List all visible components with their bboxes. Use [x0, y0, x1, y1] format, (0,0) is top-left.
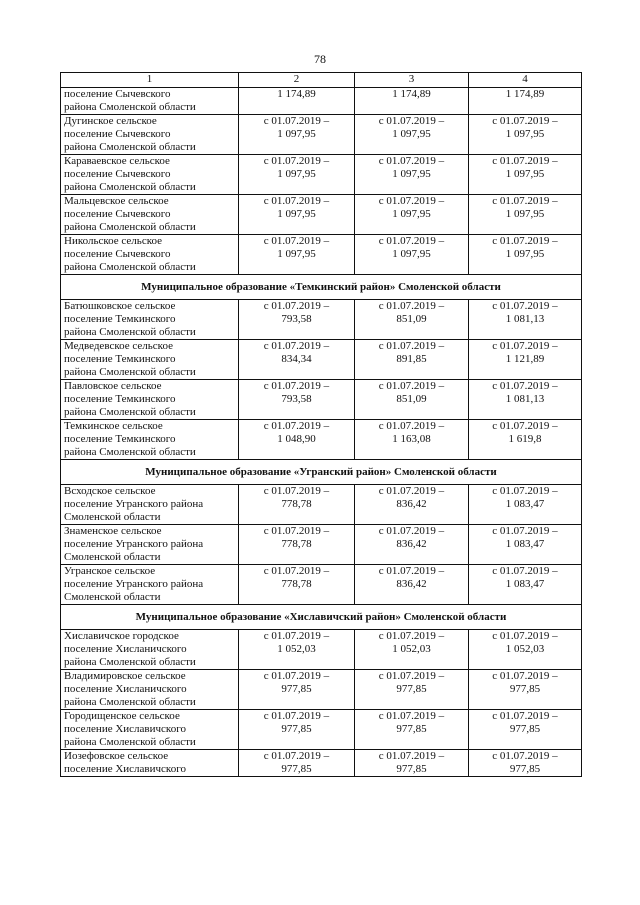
cell-line: Хиславичское городское [64, 630, 179, 642]
tariff-cell-col3 [355, 115, 469, 155]
table-row [61, 670, 582, 710]
cell-line: района Смоленской области [64, 326, 196, 338]
tariff-cell-col3 [355, 420, 469, 460]
tariff-cell-col2 [239, 525, 355, 565]
column-header-3: 3 [355, 73, 469, 88]
cell-line: 834,34 [281, 353, 312, 365]
cell-line: 1 097,95 [277, 208, 316, 220]
section-header-row [61, 275, 582, 300]
table-row [61, 195, 582, 235]
tariff-cell-col4 [469, 300, 582, 340]
cell-line: Смоленской области [64, 551, 161, 563]
cell-line: 836,42 [396, 578, 427, 590]
cell-line: с 01.07.2019 – [263, 340, 330, 352]
table-row [61, 525, 582, 565]
tariff-cell-col2 [239, 88, 355, 115]
cell-line: с 01.07.2019 – [378, 525, 445, 537]
tariff-cell-col4 [469, 420, 582, 460]
table-row [61, 420, 582, 460]
cell-line: с 01.07.2019 – [492, 525, 558, 537]
cell-line: 1 083,47 [505, 578, 545, 590]
cell-line: поселение Угранского района [64, 498, 204, 510]
tariff-cell-col2 [239, 485, 355, 525]
cell-line: с 01.07.2019 – [378, 300, 445, 312]
settlement-name-cell [61, 340, 239, 380]
tariff-cell-col2 [239, 340, 355, 380]
cell-line: поселение Хисланичского [64, 683, 187, 695]
cell-line: 1 163,08 [392, 433, 431, 445]
settlement-name-cell [61, 195, 239, 235]
cell-line: с 01.07.2019 – [492, 565, 558, 577]
table-row [61, 155, 582, 195]
cell-line: с 01.07.2019 – [492, 710, 558, 722]
cell-line: 836,42 [396, 498, 427, 510]
cell-line: поселение Сычевского [64, 208, 171, 220]
cell-line: с 01.07.2019 – [378, 115, 445, 127]
cell-line: 977,85 [396, 683, 427, 695]
tariff-cell-col2 [239, 195, 355, 235]
cell-line: 1 081,13 [505, 393, 545, 405]
cell-line: 1 097,95 [277, 168, 316, 180]
tariff-cell-col3 [355, 565, 469, 605]
cell-line: 1 081,13 [505, 313, 545, 325]
settlement-name-cell [61, 300, 239, 340]
cell-line: с 01.07.2019 – [378, 380, 445, 392]
cell-line: 1 083,47 [505, 498, 545, 510]
cell-line: с 01.07.2019 – [378, 340, 445, 352]
cell-line: с 01.07.2019 – [378, 235, 445, 247]
cell-line: района Смоленской области [64, 141, 196, 153]
cell-line: с 01.07.2019 – [492, 630, 558, 642]
tariff-cell-col2 [239, 115, 355, 155]
tariff-cell-col2 [239, 750, 355, 777]
tariff-cell-col4 [469, 340, 582, 380]
cell-line: с 01.07.2019 – [263, 750, 330, 762]
cell-line: Темкинское сельское [64, 420, 163, 432]
settlement-name-cell [61, 115, 239, 155]
table-row [61, 485, 582, 525]
cell-line: поселение Темкинского [64, 353, 176, 365]
tariff-cell-col4 [469, 750, 582, 777]
cell-line: 1 174,89 [505, 88, 545, 100]
cell-line: Караваевское сельское [64, 155, 170, 167]
cell-line: с 01.07.2019 – [492, 380, 558, 392]
cell-line: 778,78 [281, 498, 312, 510]
tariff-cell-col2 [239, 710, 355, 750]
tariff-cell-col4 [469, 155, 582, 195]
cell-line: 977,85 [396, 723, 427, 735]
cell-line: с 01.07.2019 – [492, 300, 558, 312]
cell-line: 977,85 [281, 683, 312, 695]
tariff-cell-col2 [239, 420, 355, 460]
table-row [61, 630, 582, 670]
tariff-cell-col4 [469, 565, 582, 605]
cell-line: района Смоленской области [64, 181, 196, 193]
settlement-name-cell [61, 565, 239, 605]
cell-line: Всходское сельское [64, 485, 156, 497]
cell-line: 977,85 [281, 723, 312, 735]
cell-line: 977,85 [281, 763, 312, 775]
cell-line: 1 052,03 [505, 643, 545, 655]
column-header-1: 1 [61, 73, 239, 88]
cell-line: с 01.07.2019 – [378, 750, 445, 762]
settlement-name-cell [61, 670, 239, 710]
cell-line: Владимировское сельское [64, 670, 186, 682]
cell-line: поселение Сычевского [64, 248, 171, 260]
cell-line: 977,85 [396, 763, 427, 775]
column-number-row [61, 73, 582, 88]
cell-line: с 01.07.2019 – [492, 340, 558, 352]
cell-line: с 01.07.2019 – [263, 235, 330, 247]
tariff-cell-col2 [239, 630, 355, 670]
cell-line: 1 097,95 [505, 168, 545, 180]
page-number: 78 [314, 52, 326, 66]
cell-line: Смоленской области [64, 511, 161, 523]
cell-line: с 01.07.2019 – [378, 420, 445, 432]
cell-line: 1 097,95 [505, 208, 545, 220]
tariff-cell-col4 [469, 380, 582, 420]
section-title: Муниципальное образование «Темкинский район» Смоленской области [61, 275, 582, 300]
tariff-cell-col2 [239, 300, 355, 340]
settlement-name-cell [61, 525, 239, 565]
cell-line: 1 097,95 [505, 128, 545, 140]
cell-line: 1 097,95 [392, 128, 431, 140]
tariff-cell-col4 [469, 195, 582, 235]
tariff-cell-col3 [355, 235, 469, 275]
tariff-cell-col4 [469, 235, 582, 275]
section-header-row [61, 605, 582, 630]
cell-line: с 01.07.2019 – [263, 485, 330, 497]
cell-line: 1 174,89 [277, 88, 316, 100]
tariff-cell-col4 [469, 670, 582, 710]
cell-line: с 01.07.2019 – [492, 485, 558, 497]
cell-line: 977,85 [509, 723, 541, 735]
cell-line: поселение Темкинского [64, 313, 176, 325]
cell-line: 1 619,8 [508, 433, 542, 445]
tariff-cell-col4 [469, 525, 582, 565]
cell-line: 977,85 [509, 683, 541, 695]
cell-line: 1 121,89 [505, 353, 545, 365]
cell-line: Мальцевское сельское [64, 195, 169, 207]
tariff-cell-col3 [355, 88, 469, 115]
cell-line: 1 174,89 [392, 88, 431, 100]
cell-line: с 01.07.2019 – [492, 750, 558, 762]
tariff-cell-col4 [469, 630, 582, 670]
cell-line: с 01.07.2019 – [378, 710, 445, 722]
cell-line: с 01.07.2019 – [263, 380, 330, 392]
cell-line: 851,09 [396, 393, 427, 405]
table-row [61, 710, 582, 750]
cell-line: поселение Хиславичского [64, 763, 186, 775]
cell-line: 1 048,90 [277, 433, 316, 445]
cell-line: Иозефовское сельское [64, 750, 169, 762]
settlement-name-cell [61, 750, 239, 777]
cell-line: района Смоленской области [64, 696, 196, 708]
tariff-cell-col3 [355, 340, 469, 380]
section-title: Муниципальное образование «Хиславичский район» Смоленской области [61, 605, 582, 630]
table-row [61, 380, 582, 420]
cell-line: с 01.07.2019 – [263, 195, 330, 207]
table-row [61, 340, 582, 380]
tariff-cell-col2 [239, 670, 355, 710]
cell-line: района Смоленской области [64, 406, 196, 418]
cell-line: Городищенское сельское [64, 710, 180, 722]
section-header-row [61, 460, 582, 485]
tariff-cell-col4 [469, 485, 582, 525]
tariff-cell-col3 [355, 525, 469, 565]
cell-line: 778,78 [281, 538, 312, 550]
cell-line: с 01.07.2019 – [492, 155, 558, 167]
cell-line: Медведевское сельское [64, 340, 173, 352]
cell-line: с 01.07.2019 – [492, 235, 558, 247]
settlement-name-cell [61, 235, 239, 275]
settlement-name-cell [61, 710, 239, 750]
cell-line: района Смоленской области [64, 366, 196, 378]
tariff-cell-col3 [355, 380, 469, 420]
cell-line: с 01.07.2019 – [492, 195, 558, 207]
cell-line: поселение Сычевского [64, 128, 171, 140]
cell-line: с 01.07.2019 – [263, 525, 330, 537]
settlement-name-cell [61, 155, 239, 195]
cell-line: с 01.07.2019 – [263, 155, 330, 167]
tariff-cell-col2 [239, 565, 355, 605]
tariff-cell-col2 [239, 380, 355, 420]
cell-line: 1 097,95 [277, 128, 316, 140]
settlement-name-cell [61, 380, 239, 420]
cell-line: поселение Темкинского [64, 393, 176, 405]
cell-line: Батюшковское сельское [64, 300, 176, 312]
cell-line: 778,78 [281, 578, 312, 590]
cell-line: 1 097,95 [392, 208, 431, 220]
table-row [61, 300, 582, 340]
cell-line: с 01.07.2019 – [492, 115, 558, 127]
settlement-name-cell [61, 420, 239, 460]
table-row [61, 750, 582, 777]
cell-line: с 01.07.2019 – [492, 420, 558, 432]
cell-line: Смоленской области [64, 591, 161, 603]
cell-line: 1 083,47 [505, 538, 545, 550]
cell-line: 836,42 [396, 538, 427, 550]
cell-line: поселение Хиславичского [64, 723, 186, 735]
cell-line: 1 097,95 [505, 248, 545, 260]
tariff-cell-col4 [469, 115, 582, 155]
tariff-cell-col4 [469, 88, 582, 115]
cell-line: Угранское сельское [64, 565, 156, 577]
tariff-cell-col2 [239, 155, 355, 195]
cell-line: с 01.07.2019 – [263, 420, 330, 432]
cell-line: с 01.07.2019 – [263, 565, 330, 577]
table-body [61, 88, 582, 777]
table-row [61, 235, 582, 275]
cell-line: 1 052,03 [392, 643, 431, 655]
cell-line: поселение Сычевского [64, 168, 171, 180]
cell-line: 1 097,95 [277, 248, 316, 260]
cell-line: с 01.07.2019 – [378, 155, 445, 167]
tariff-table [60, 72, 582, 777]
cell-line: Дугинское сельское [64, 115, 157, 127]
section-title: Муниципальное образование «Угранский район» Смоленской области [61, 460, 582, 485]
cell-line: района Смоленской области [64, 736, 196, 748]
table-row [61, 88, 582, 115]
tariff-cell-col3 [355, 300, 469, 340]
cell-line: 1 052,03 [277, 643, 316, 655]
cell-line: 977,85 [509, 763, 541, 775]
cell-line: 793,58 [281, 393, 312, 405]
cell-line: Павловское сельское [64, 380, 162, 392]
cell-line: района Смоленской области [64, 446, 196, 458]
cell-line: с 01.07.2019 – [263, 300, 330, 312]
cell-line: 891,85 [396, 353, 427, 365]
tariff-cell-col3 [355, 195, 469, 235]
cell-line: района Смоленской области [64, 221, 196, 233]
tariff-cell-col4 [469, 710, 582, 750]
cell-line: поселение Угранского района [64, 538, 204, 550]
cell-line: 1 097,95 [392, 248, 431, 260]
tariff-cell-col3 [355, 750, 469, 777]
cell-line: с 01.07.2019 – [263, 670, 330, 682]
cell-line: поселение Темкинского [64, 433, 176, 445]
tariff-cell-col3 [355, 485, 469, 525]
column-header-2: 2 [239, 73, 355, 88]
cell-line: с 01.07.2019 – [378, 195, 445, 207]
tariff-cell-col3 [355, 155, 469, 195]
cell-line: с 01.07.2019 – [378, 565, 445, 577]
cell-line: с 01.07.2019 – [263, 710, 330, 722]
cell-line: Знаменское сельское [64, 525, 162, 537]
cell-line: с 01.07.2019 – [378, 485, 445, 497]
tariff-cell-col3 [355, 670, 469, 710]
settlement-name-cell [61, 630, 239, 670]
cell-line: района Смоленской области [64, 656, 196, 668]
cell-line: 793,58 [281, 313, 312, 325]
cell-line: 851,09 [396, 313, 427, 325]
cell-line: с 01.07.2019 – [378, 630, 445, 642]
table-row [61, 565, 582, 605]
tariff-cell-col3 [355, 710, 469, 750]
settlement-name-cell [61, 485, 239, 525]
cell-line: с 01.07.2019 – [263, 630, 330, 642]
cell-line: Никольское сельское [64, 235, 163, 247]
cell-line: поселение Сычевского [64, 88, 171, 100]
cell-line: с 01.07.2019 – [492, 670, 558, 682]
cell-line: поселение Угранского района [64, 578, 204, 590]
cell-line: района Смоленской области [64, 261, 196, 273]
table-row [61, 115, 582, 155]
tariff-cell-col2 [239, 235, 355, 275]
cell-line: поселение Хисланичского [64, 643, 187, 655]
cell-line: с 01.07.2019 – [378, 670, 445, 682]
cell-line: района Смоленской области [64, 101, 196, 113]
settlement-name-cell [61, 88, 239, 115]
tariff-cell-col3 [355, 630, 469, 670]
column-header-4: 4 [469, 73, 582, 88]
cell-line: 1 097,95 [392, 168, 431, 180]
cell-line: с 01.07.2019 – [263, 115, 330, 127]
